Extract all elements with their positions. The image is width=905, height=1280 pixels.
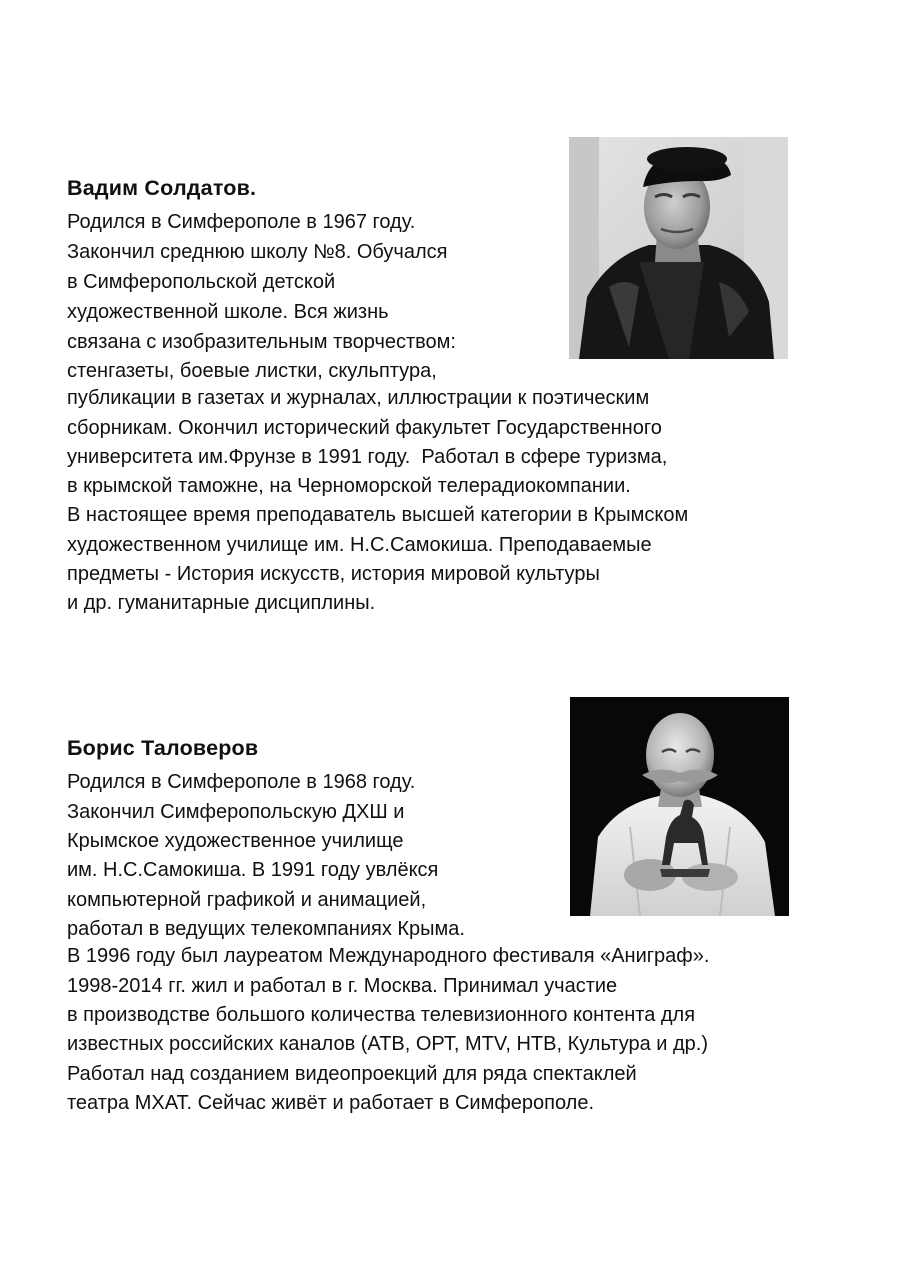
bio-line: стенгазеты, боевые листки, скульптура, bbox=[67, 360, 437, 382]
bio-line: и др. гуманитарные дисциплины. bbox=[67, 592, 376, 614]
bio-line: Закончил Симферопольскую ДХШ и bbox=[67, 801, 405, 823]
bio-line: Родился в Симферополе в 1968 году. bbox=[67, 771, 416, 793]
bio-line: университета им.Фрунзе в 1991 году. Работал в сфере туризма, bbox=[67, 446, 668, 468]
bio-line: художественном училище им. Н.С.Самокиша. Преподаваемые bbox=[67, 534, 652, 556]
bio-line: компьютерной графикой и анимацией, bbox=[67, 889, 427, 911]
bio-line: 1998-2014 гг. жил и работал в г. Москва. Принимал участие bbox=[67, 975, 618, 997]
person-name: Вадим Солдатов. bbox=[67, 176, 257, 200]
bio-line: В настоящее время преподаватель высшей категории в Крымском bbox=[67, 504, 689, 526]
bio-line: сборникам. Окончил исторический факультет Государственного bbox=[67, 417, 662, 439]
bio-line: предметы - История искусств, история мировой культуры bbox=[67, 563, 600, 585]
bio-line: в Симферопольской детской bbox=[67, 271, 336, 293]
portrait-photo-vadim-soldatov bbox=[569, 137, 788, 359]
bio-line: художественной школе. Вся жизнь bbox=[67, 301, 389, 323]
portrait-photo-boris-taloverov bbox=[570, 697, 789, 916]
bio-line: театра МХАТ. Сейчас живёт и работает в Симферополе. bbox=[67, 1092, 595, 1114]
bio-line: им. Н.С.Самокиша. В 1991 году увлёкся bbox=[67, 859, 439, 881]
bio-line: Закончил среднюю школу №8. Обучался bbox=[67, 241, 448, 263]
bio-line: Родился в Симферополе в 1967 году. bbox=[67, 211, 416, 233]
bio-line: работал в ведущих телекомпаниях Крыма. bbox=[67, 918, 465, 940]
bio-line: известных российских каналов (АТВ, ОРТ, MTV, НТВ, Культура и др.) bbox=[67, 1033, 709, 1055]
bio-line: в крымской таможне, на Черноморской телерадиокомпании. bbox=[67, 475, 631, 497]
bio-line: связана с изобразительным творчеством: bbox=[67, 331, 456, 353]
person-name: Борис Таловеров bbox=[67, 736, 259, 760]
bio-line: публикации в газетах и журналах, иллюстрации к поэтическим bbox=[67, 387, 650, 409]
bio-line: в производстве большого количества телевизионного контента для bbox=[67, 1004, 696, 1026]
bio-line: Работал над созданием видеопроекций для ряда спектаклей bbox=[67, 1063, 637, 1085]
bio-line: Крымское художественное училище bbox=[67, 830, 404, 852]
bio-line: В 1996 году был лауреатом Международного фестиваля «Аниграф». bbox=[67, 945, 710, 967]
